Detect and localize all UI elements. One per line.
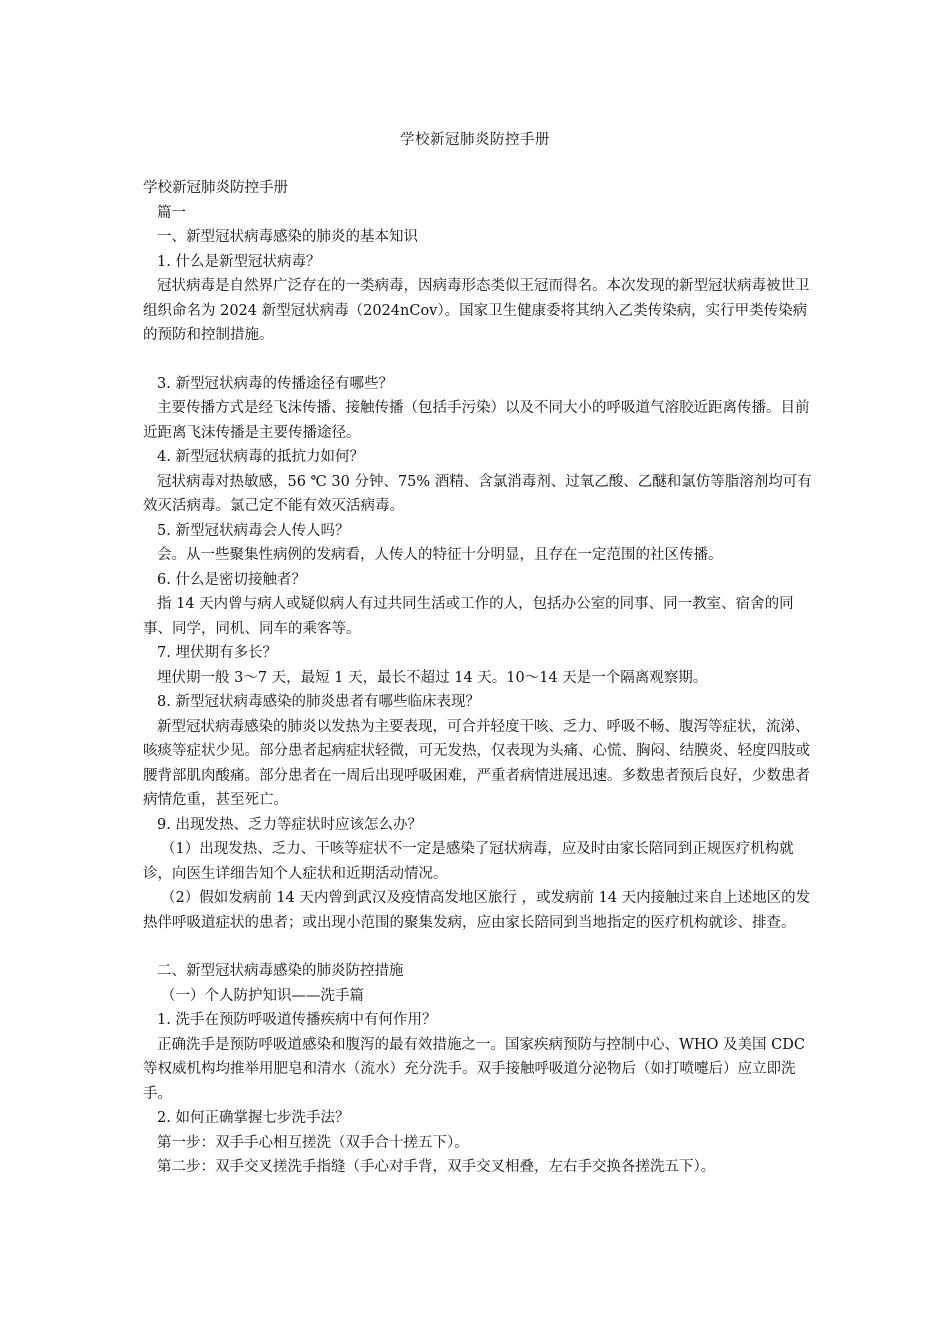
section-heading: 二、新型冠状病毒感染的肺炎防控措施 [157,963,404,979]
answer-paragraph: 新型冠状病毒感染的肺炎以发热为主要表现，可合并轻度干咳、乏力、呼吸不畅、腹泻等症状，流涕、咳痰等症状少见。部分患者起病症状轻微，可无发热，仅表现为头痛、心慌、胸闷、结膜炎、轻度四肢或腰背部肌肉酸痛。部分患者在一周后出现呼吸困难，严重者病情进展迅速。多数患者预后良好，少数患者病情危重，甚至死亡。 [143,718,810,808]
question-heading: 4. 新型冠状病毒的抵抗力如何？ [157,449,364,465]
part-label: 篇一 [157,204,186,221]
question-heading: 9. 出现发热、乏力等症状时应该怎么办？ [157,816,422,833]
blank-line [143,935,815,959]
document-heading: 学校新冠肺炎防控手册 [143,180,288,196]
document-title: 学校新冠肺炎防控手册 [400,132,550,148]
subsection-heading: （一）个人防护知识——洗手篇 [161,987,364,1004]
step-paragraph: 第二步：双手交叉搓洗手指缝（手心对手背，双手交叉相叠，左右手交换各搓洗五下）。 [157,1159,716,1175]
answer-paragraph: （2）假如发病前 14 天内曾到武汉及疫情高发地区旅行 ，或发病前 14 天内接触过来自上述地区的发热伴呼吸道症状的患者；或出现小范围的聚集发病，应由家长陪同到当地指定的医疗机构就诊、排查。 [143,890,811,931]
question-heading: 8. 新型冠状病毒感染的肺炎患者有哪些临床表现？ [157,694,480,710]
step-paragraph: 第一步：双手手心相互搓洗（双手合十搓五下）。 [157,1134,469,1151]
answer-paragraph: 正确洗手是预防呼吸道感染和腹泻的最有效措施之一。国家疾病预防与控制中心、WHO 及美国 CDC 等权威机构均推举用肥皂和清水（流水）充分洗手。双手接触呼吸道分泌物后（如打喷嚏后）应立即洗手。 [143,1036,805,1102]
answer-paragraph: 主要传播方式是经飞沫传播、接触传播（包括手污染）以及不同大小的呼吸道气溶胶近距离传播。目前近距离飞沫传播是主要传播途径。 [143,400,810,441]
question-heading: 2. 如何正确掌握七步洗手法？ [157,1110,350,1126]
answer-paragraph: 冠状病毒是自然界广泛存在的一类病毒，因病毒形态类似王冠而得名。本次发现的新型冠状病毒被世卫组织命名为 2024 新型冠状病毒（2024nCov）。国家卫生健康委将其纳入乙类传染病，实行甲类传染病的预防和控制措施。 [143,278,810,343]
answer-paragraph: 埋伏期一般 3～7 天，最短 1 天，最长不超过 14 天。10～14 天是一个隔离观察期。 [157,669,708,686]
question-heading: 1. 洗手在预防呼吸道传播疾病中有何作用？ [157,1012,437,1028]
section-heading: 一、新型冠状病毒感染的肺炎的基本知识 [157,229,418,245]
answer-paragraph: 指 14 天内曾与病人或疑似病人有过共同生活或工作的人，包括办公室的同事、同一教室、宿舍的同事、同学，同机、同车的乘客等。 [143,596,794,637]
question-heading: 3. 新型冠状病毒的传播途径有哪些？ [157,375,393,392]
question-heading: 6. 什么是密切接触者？ [157,571,306,588]
answer-paragraph: 会。从一些聚集性病例的发病看，人传人的特征十分明显，且存在一定范围的社区传播。 [157,547,723,563]
question-heading: 5. 新型冠状病毒会人传人吗？ [157,522,350,539]
answer-paragraph: 冠状病毒对热敏感，56 ℃ 30 分钟、75% 酒精、含氯消毒剂、过氧乙酸、乙醚和氯仿等脂溶剂均可有效灭活病毒。氯己定不能有效灭活病毒。 [143,473,812,514]
blank-line [143,348,815,372]
document-body [143,176,815,1180]
question-heading: 7. 埋伏期有多长？ [157,645,277,661]
question-heading: 1. 什么是新型冠状病毒？ [157,253,321,270]
answer-paragraph: （1）出现发热、乏力、干咳等症状不一定是感染了冠状病毒，应及时由家长陪同到正规医疗机构就诊，向医生详细告知个人症状和近期活动情况。 [143,841,794,882]
